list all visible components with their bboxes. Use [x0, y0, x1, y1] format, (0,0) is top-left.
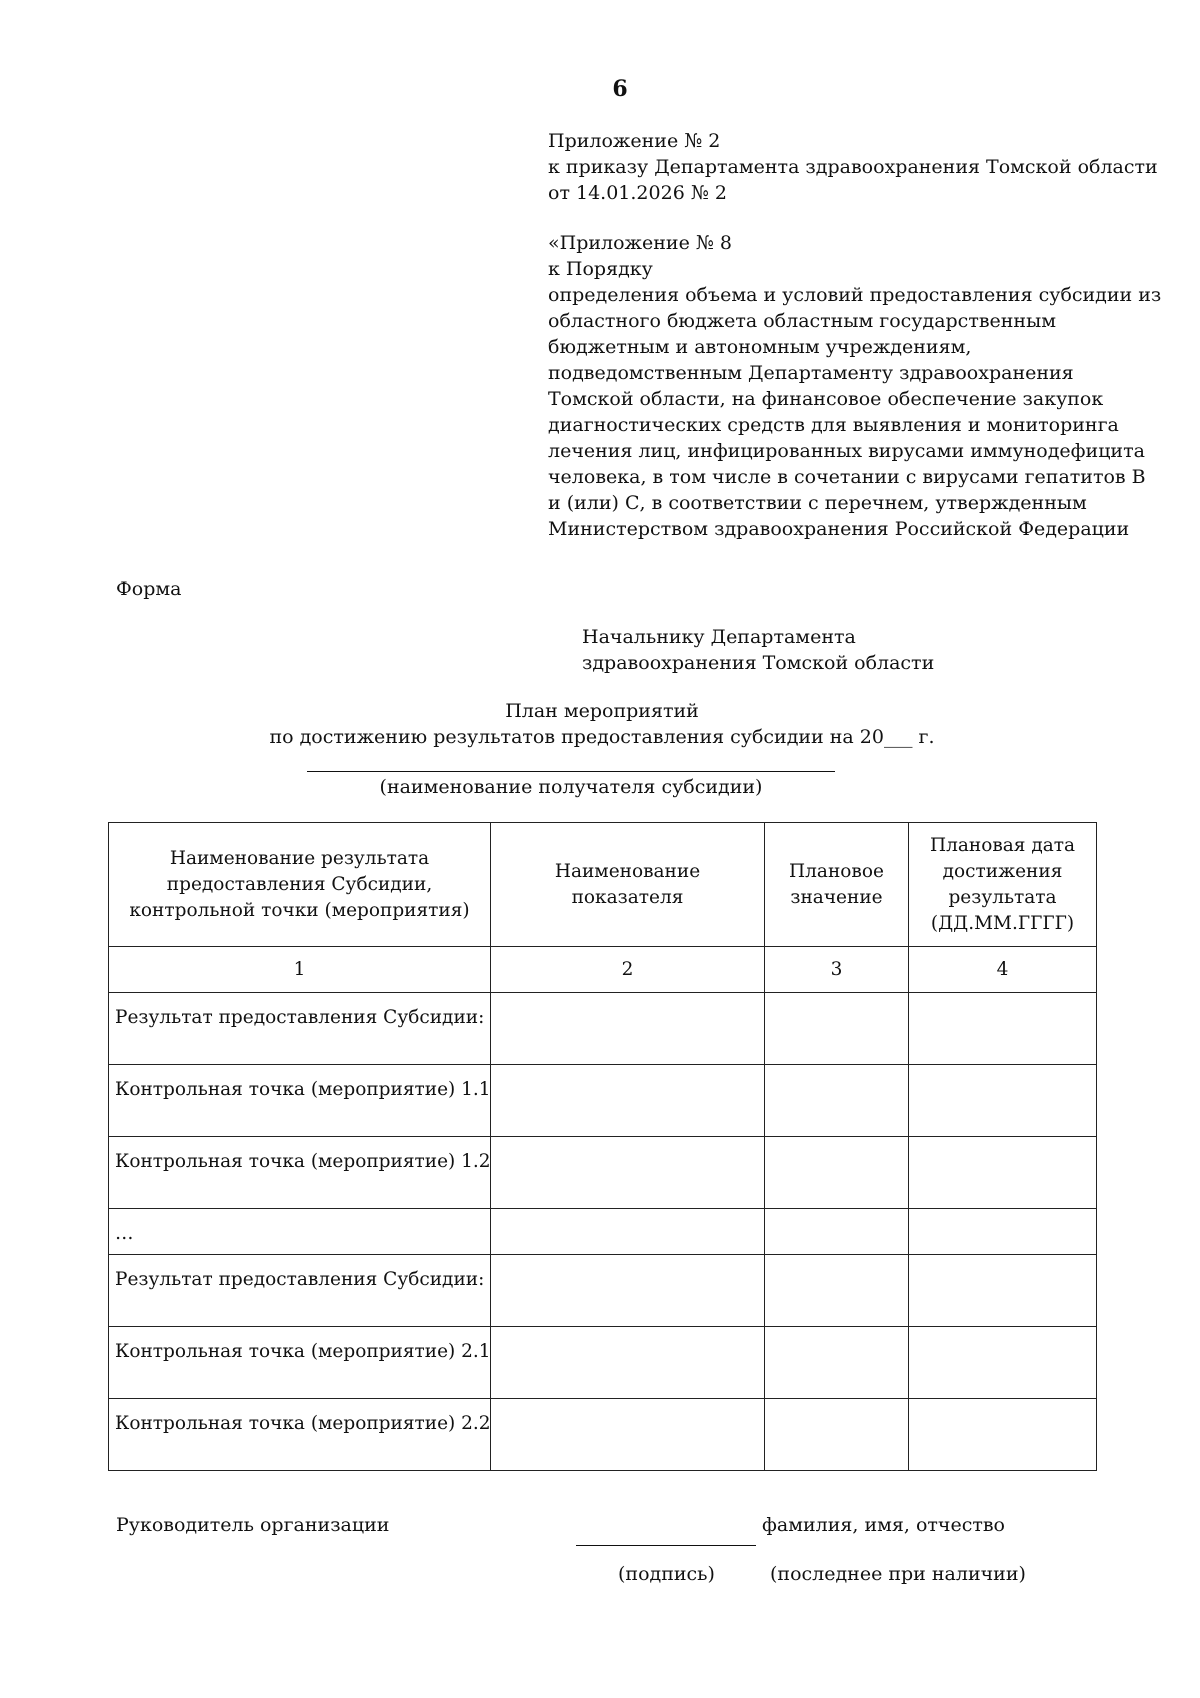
empty-cell [491, 993, 765, 1065]
addressee-block [582, 624, 934, 676]
table-row [109, 1255, 1097, 1327]
plan-table [108, 822, 1097, 1471]
column-number: 4 [909, 947, 1097, 993]
annex-line: «Приложение № 8 [548, 232, 732, 254]
table-row [109, 1209, 1097, 1255]
header-result-name: Наименование результата предоставления Субсидии, контрольной точки (мероприятия) [109, 823, 491, 947]
annex-line: человека, в том числе в сочетании с вирусами гепатитов В [548, 466, 1146, 488]
row-label: Контрольная точка (мероприятие) 1.1 [109, 1065, 491, 1137]
empty-cell [765, 1399, 909, 1471]
empty-cell [909, 1137, 1097, 1209]
empty-cell [909, 1399, 1097, 1471]
empty-cell [765, 1327, 909, 1399]
annex-block [548, 230, 1161, 542]
annex-line: бюджетным и автономным учреждениям, [548, 336, 972, 358]
plan-title-line: План мероприятий [505, 700, 699, 722]
appendix-line: Приложение № 2 [548, 130, 721, 152]
annex-line: Министерством здравоохранения Российской Федерации [548, 518, 1130, 540]
plan-title [108, 698, 1096, 750]
empty-cell [765, 1209, 909, 1255]
addressee-line: здравоохранения Томской области [582, 652, 935, 674]
empty-cell [909, 1065, 1097, 1137]
header-planned-value: Плановое значение [765, 823, 909, 947]
signature-caption: (подпись) [618, 1563, 715, 1585]
empty-cell [765, 1255, 909, 1327]
appendix-line: от 14.01.2026 № 2 [548, 182, 727, 204]
empty-cell [765, 1137, 909, 1209]
empty-cell [491, 1255, 765, 1327]
recipient-name-line [307, 771, 835, 772]
header-indicator-name: Наименование показателя [491, 823, 765, 947]
table-row [109, 1327, 1097, 1399]
annex-line: определения объема и условий предоставления субсидии из [548, 284, 1162, 306]
header-planned-date: Плановая дата достижения результата (ДД.ММ.ГГГГ) [909, 823, 1097, 947]
row-label: Контрольная точка (мероприятие) 2.1 [109, 1327, 491, 1399]
full-name-label: фамилия, имя, отчество [762, 1514, 1005, 1536]
empty-cell [909, 1255, 1097, 1327]
empty-cell [491, 1137, 765, 1209]
empty-cell [491, 1209, 765, 1255]
signature-line [576, 1545, 756, 1546]
form-label: Форма [116, 578, 182, 600]
empty-cell [765, 1065, 909, 1137]
annex-line: лечения лиц, инфицированных вирусами иммунодефицита [548, 440, 1145, 462]
column-number: 2 [491, 947, 765, 993]
appendix-block [548, 128, 1158, 206]
row-label: Контрольная точка (мероприятие) 2.2 [109, 1399, 491, 1471]
row-label: Результат предоставления Субсидии: [109, 1255, 491, 1327]
addressee-line: Начальнику Департамента [582, 626, 856, 648]
empty-cell [909, 1327, 1097, 1399]
patronymic-caption: (последнее при наличии) [770, 1563, 1026, 1585]
table-row [109, 1399, 1097, 1471]
column-number-row [109, 947, 1097, 993]
empty-cell [491, 1399, 765, 1471]
page-number: 6 [612, 76, 628, 102]
recipient-caption: (наименование получателя субсидии) [379, 776, 763, 798]
annex-line: и (или) С, в соответствии с перечнем, утвержденным [548, 492, 1087, 514]
row-label: … [109, 1209, 491, 1255]
annex-line: диагностических средств для выявления и мониторинга [548, 414, 1119, 436]
appendix-line: к приказу Департамента здравоохранения Томской области [548, 156, 1158, 178]
table-row [109, 1137, 1097, 1209]
table-row [109, 1065, 1097, 1137]
row-label: Результат предоставления Субсидии: [109, 993, 491, 1065]
empty-cell [909, 993, 1097, 1065]
annex-line: к Порядку [548, 258, 653, 280]
empty-cell [491, 1065, 765, 1137]
empty-cell [491, 1327, 765, 1399]
plan-title-line: по достижению результатов предоставления субсидии на 20___ г. [269, 726, 935, 748]
empty-cell [909, 1209, 1097, 1255]
column-number: 1 [109, 947, 491, 993]
annex-line: подведомственным Департаменту здравоохранения [548, 362, 1074, 384]
table-row [109, 993, 1097, 1065]
table-header-row [109, 823, 1097, 947]
annex-line: Томской области, на финансовое обеспечение закупок [548, 388, 1104, 410]
annex-line: областного бюджета областным государственным [548, 310, 1056, 332]
column-number: 3 [765, 947, 909, 993]
empty-cell [765, 993, 909, 1065]
head-of-organization-label: Руководитель организации [116, 1514, 390, 1536]
row-label: Контрольная точка (мероприятие) 1.2 [109, 1137, 491, 1209]
